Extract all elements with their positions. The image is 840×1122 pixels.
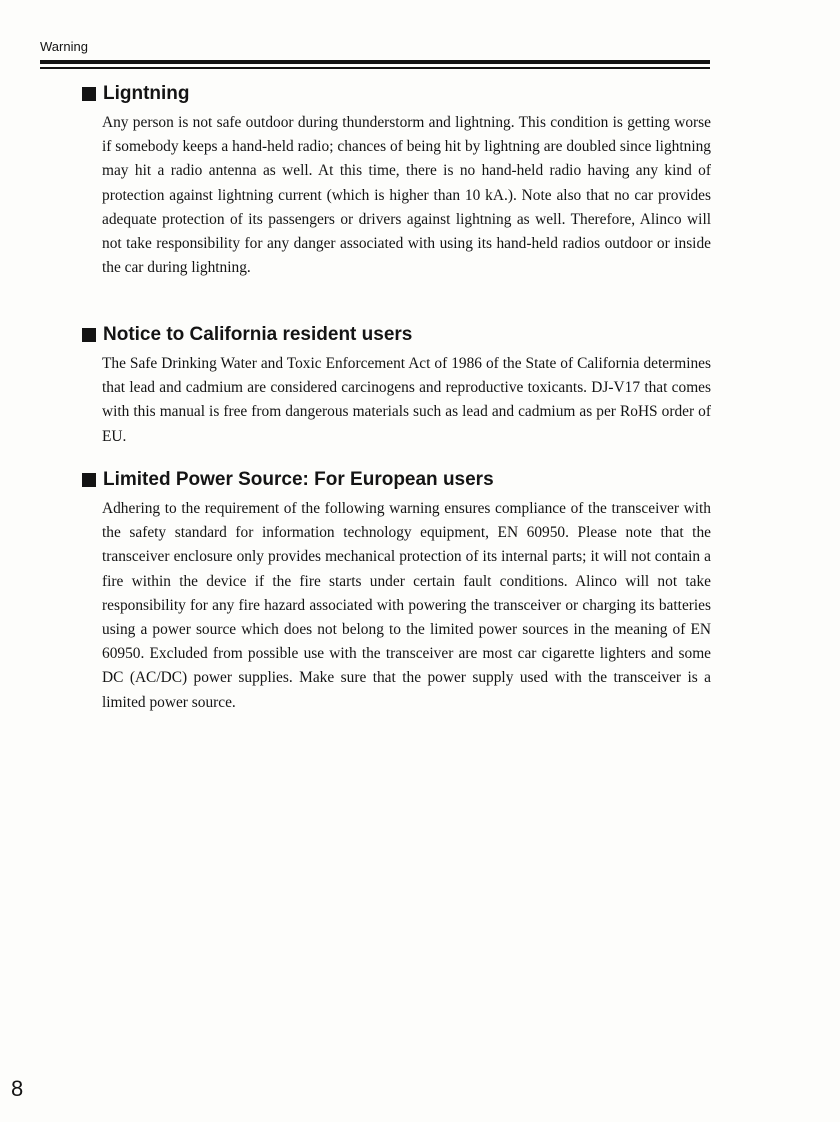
section-body: The Safe Drinking Water and Toxic Enforcement Act of 1986 of the State of California determines that lead and cadmium are considered carcinogens and reproductive toxicants. DJ-V17 that comes with this manual is free from dangerous materials such as lead and cadmium as per RoHS order of EU. xyxy=(102,355,711,445)
section-heading-text: Limited Power Source: For European users xyxy=(103,469,494,490)
running-header: Warning xyxy=(40,39,88,54)
section-california-notice xyxy=(82,322,712,449)
page-number: 8 xyxy=(11,1076,24,1101)
section-heading-text: Ligntning xyxy=(103,83,190,104)
section-limited-power-source xyxy=(82,467,712,715)
section-heading xyxy=(82,467,712,493)
section-heading-text: Notice to California resident users xyxy=(103,324,413,345)
section-body: Any person is not safe outdoor during thunderstorm and lightning. This condition is getting worse if somebody keeps a hand-held radio; chances of being hit by lightning are doubled since lightning may hit a radio antenna as well. At this time, there is no hand-held radio having any kind of protection against lightning current (which is higher than 10 kA.). Note also that no car provides adequate protection of its passengers or drivers against lightning as well. Therefore, Alinco will not take responsibility for any danger associated with using its hand-held radios outdoor or inside the car during lightning. xyxy=(102,114,711,277)
header-rule-thin xyxy=(40,67,710,69)
section-lightning xyxy=(82,81,712,280)
section-heading xyxy=(82,322,712,348)
section-body: Adhering to the requirement of the following warning ensures compliance of the transceiver with the safety standard for information technology equipment, EN 60950. Please note that the transceiver enclosure only provides mechanical protection of its internal parts; it will not contain a fire within the device if the fire starts under certain fault conditions. Alinco will not take responsibility for any fire hazard associated with powering the transceiver or charging its batteries using a power source which does not belong to the limited power sources in the meaning of EN 60950. Excluded from possible use with the transceiver are most car cigarette lighters and some DC (AC/DC) power supplies. Make sure that the power supply used with the transceiver is a limited power source. xyxy=(102,500,711,711)
square-bullet-icon xyxy=(82,473,96,487)
square-bullet-icon xyxy=(82,328,96,342)
section-heading xyxy=(82,81,712,107)
header-rule-thick xyxy=(40,60,710,64)
square-bullet-icon xyxy=(82,87,96,101)
